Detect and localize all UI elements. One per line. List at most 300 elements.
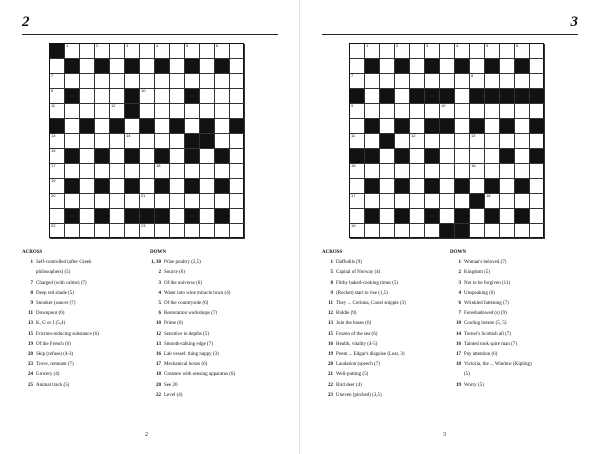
grid-cell[interactable] [410,164,425,179]
grid-cell[interactable] [455,134,470,149]
grid-cell[interactable] [515,74,530,89]
grid-cell[interactable] [215,74,230,89]
grid-cell[interactable] [170,59,185,74]
grid-cell[interactable] [215,134,230,149]
grid-cell[interactable] [80,104,95,119]
grid-cell[interactable] [230,89,245,104]
grid-cell[interactable] [50,104,65,119]
grid-cell[interactable] [440,209,455,224]
grid-clue-number: 14 [126,133,131,138]
grid-cell[interactable] [470,179,485,194]
grid-cell[interactable] [425,74,440,89]
grid-cell[interactable] [470,149,485,164]
grid-cell[interactable] [485,149,500,164]
grid-cell[interactable] [170,104,185,119]
grid-cell[interactable] [455,164,470,179]
grid-cell[interactable] [50,149,65,164]
grid-cell[interactable] [515,164,530,179]
clue-number: 21 [328,372,333,378]
clue-text: Join the buses (6) [336,321,372,327]
grid-cell[interactable] [110,209,125,224]
grid-cell[interactable] [215,119,230,134]
grid-cell[interactable] [470,164,485,179]
grid-cell[interactable] [80,224,95,239]
grid-cell[interactable] [125,134,140,149]
grid-cell[interactable] [200,164,215,179]
grid-cell[interactable] [365,89,380,104]
clue-number: 10 [156,321,161,327]
grid-cell[interactable] [215,164,230,179]
grid-block-cell [155,59,170,74]
grid-cell[interactable] [50,224,65,239]
grid-cell[interactable] [500,179,515,194]
clue-text: Kingdom (5) [464,270,490,276]
clue-text: Skip (refuse) (4-3) [36,352,74,358]
grid-cell[interactable] [500,74,515,89]
grid-cell[interactable] [350,59,365,74]
grid-cell[interactable] [365,224,380,239]
grid-cell[interactable] [530,224,545,239]
grid-cell[interactable] [110,179,125,194]
grid-cell[interactable] [470,209,485,224]
grid-cell[interactable] [530,134,545,149]
grid-cell[interactable] [350,74,365,89]
grid-cell[interactable] [500,209,515,224]
grid-cell[interactable] [410,104,425,119]
grid-cell[interactable] [170,164,185,179]
grid-cell[interactable] [110,134,125,149]
grid-cell[interactable] [440,164,455,179]
grid-cell[interactable] [185,119,200,134]
grid-cell[interactable] [65,119,80,134]
grid-cell[interactable] [395,224,410,239]
grid-cell[interactable] [530,179,545,194]
grid-cell[interactable] [230,224,245,239]
grid-cell[interactable] [185,194,200,209]
grid-cell[interactable] [410,179,425,194]
grid-cell[interactable] [230,194,245,209]
grid-cell[interactable] [140,74,155,89]
grid-cell[interactable] [380,119,395,134]
grid-cell[interactable] [215,224,230,239]
grid-clue-number: 11 [351,133,356,138]
grid-cell[interactable] [110,74,125,89]
grid-cell[interactable] [140,149,155,164]
grid-cell[interactable] [455,119,470,134]
grid-cell[interactable] [140,104,155,119]
grid-clue-number: 15 [51,148,56,153]
grid-cell[interactable] [140,59,155,74]
grid-cell[interactable] [485,164,500,179]
grid-cell[interactable] [80,194,95,209]
grid-cell[interactable] [80,44,95,59]
grid-cell[interactable] [410,74,425,89]
grid-cell[interactable] [155,194,170,209]
grid-cell[interactable] [230,44,245,59]
grid-cell[interactable] [50,134,65,149]
clue-number: 2 [458,270,461,276]
grid-cell[interactable] [425,44,440,59]
grid-cell[interactable] [65,194,80,209]
grid-cell[interactable] [410,224,425,239]
grid-cell[interactable] [155,164,170,179]
grid-cell[interactable] [350,209,365,224]
grid-cell[interactable] [230,179,245,194]
grid-cell[interactable] [230,74,245,89]
grid-cell[interactable] [185,164,200,179]
grid-cell[interactable] [350,134,365,149]
grid-cell[interactable] [350,224,365,239]
grid-cell[interactable] [410,134,425,149]
grid-cell[interactable] [500,164,515,179]
grid-cell[interactable] [230,59,245,74]
grid-cell[interactable] [410,119,425,134]
grid-cell[interactable] [410,59,425,74]
grid-block-cell [125,179,140,194]
grid-cell[interactable] [470,224,485,239]
grid-cell[interactable] [125,44,140,59]
grid-cell[interactable] [440,104,455,119]
down-column [450,248,532,391]
grid-cell[interactable] [500,224,515,239]
grid-cell[interactable] [395,134,410,149]
grid-cell[interactable] [455,89,470,104]
grid-cell[interactable] [80,179,95,194]
grid-cell[interactable] [530,164,545,179]
grid-block-cell [125,209,140,224]
grid-cell[interactable] [395,44,410,59]
grid-cell[interactable] [365,164,380,179]
grid-clue-number: 21 [141,193,146,198]
grid-cell[interactable] [95,164,110,179]
grid-cell[interactable] [95,89,110,104]
grid-cell[interactable] [200,224,215,239]
grid-cell[interactable] [50,194,65,209]
grid-cell[interactable] [500,134,515,149]
grid-cell[interactable] [365,74,380,89]
grid-cell[interactable] [215,194,230,209]
clue-number: 24 [28,372,33,378]
grid-cell[interactable] [515,194,530,209]
grid-cell[interactable] [170,89,185,104]
grid-cell[interactable] [65,104,80,119]
grid-cell[interactable] [185,224,200,239]
grid-cell[interactable] [515,134,530,149]
grid-cell[interactable] [410,149,425,164]
grid-cell[interactable] [125,194,140,209]
grid-cell[interactable] [155,224,170,239]
grid-cell[interactable] [350,194,365,209]
grid-cell[interactable] [380,74,395,89]
grid-block-cell [515,89,530,104]
grid-cell[interactable] [200,59,215,74]
grid-cell[interactable] [455,104,470,119]
down-clue [150,319,235,329]
grid-cell[interactable] [380,59,395,74]
grid-block-cell [95,209,110,224]
grid-cell[interactable] [500,44,515,59]
grid-cell[interactable] [515,119,530,134]
grid-cell[interactable] [170,149,185,164]
grid-cell[interactable] [200,74,215,89]
grid-cell[interactable] [185,104,200,119]
grid-cell[interactable] [440,44,455,59]
grid-cell[interactable] [530,104,545,119]
grid-cell[interactable] [485,134,500,149]
grid-cell[interactable] [470,44,485,59]
grid-cell[interactable] [200,104,215,119]
grid-cell[interactable] [95,224,110,239]
grid-cell[interactable] [515,104,530,119]
grid-cell[interactable] [50,89,65,104]
grid-cell[interactable] [455,44,470,59]
grid-block-cell [200,134,215,149]
grid-cell[interactable] [65,134,80,149]
grid-cell[interactable] [455,149,470,164]
grid-cell[interactable] [365,134,380,149]
grid-cell[interactable] [350,104,365,119]
down-clue [450,268,532,278]
grid-cell[interactable] [140,134,155,149]
grid-cell[interactable] [380,224,395,239]
grid-cell[interactable] [485,104,500,119]
grid-cell[interactable] [155,119,170,134]
grid-cell[interactable] [140,164,155,179]
grid-cell[interactable] [365,194,380,209]
clue-number: 1 [330,260,333,266]
down-clue [150,350,235,360]
grid-cell[interactable] [500,104,515,119]
grid-cell[interactable] [65,164,80,179]
grid-cell[interactable] [170,179,185,194]
grid-cell[interactable] [80,134,95,149]
grid-cell[interactable] [395,89,410,104]
grid-cell[interactable] [485,119,500,134]
clue-number: 3 [458,280,461,286]
grid-cell[interactable] [95,44,110,59]
grid-block-cell [110,119,125,134]
grid-cell[interactable] [140,44,155,59]
grid-cell[interactable] [380,104,395,119]
grid-block-cell [500,89,515,104]
grid-cell[interactable] [95,194,110,209]
grid-cell[interactable] [380,179,395,194]
clue-text: (5) [464,372,470,378]
grid-cell[interactable] [140,224,155,239]
grid-cell[interactable] [110,59,125,74]
grid-cell[interactable] [80,209,95,224]
grid-cell[interactable] [230,134,245,149]
grid-cell[interactable] [425,224,440,239]
grid-cell[interactable] [515,224,530,239]
grid-cell[interactable] [50,59,65,74]
grid-cell[interactable] [440,179,455,194]
grid-cell[interactable] [80,149,95,164]
grid-cell[interactable] [230,209,245,224]
grid-cell[interactable] [410,44,425,59]
grid-cell[interactable] [170,44,185,59]
grid-cell[interactable] [200,44,215,59]
grid-cell[interactable] [530,44,545,59]
grid-clue-number: 18 [486,193,491,198]
grid-cell[interactable] [380,164,395,179]
grid-cell[interactable] [170,209,185,224]
grid-cell[interactable] [500,59,515,74]
grid-cell[interactable] [125,74,140,89]
grid-cell[interactable] [215,89,230,104]
grid-cell[interactable] [395,164,410,179]
clue-text: Well-putting (5) [336,372,369,378]
grid-cell[interactable] [440,74,455,89]
grid-cell[interactable] [380,194,395,209]
grid-cell[interactable] [110,44,125,59]
grid-cell[interactable] [350,119,365,134]
grid-cell[interactable] [95,119,110,134]
grid-cell[interactable] [80,89,95,104]
grid-cell[interactable] [470,134,485,149]
grid-cell[interactable] [470,104,485,119]
grid-cell[interactable] [380,209,395,224]
grid-block-cell [215,179,230,194]
crossword-grid[interactable] [349,43,544,238]
grid-cell[interactable] [515,149,530,164]
grid-cell[interactable] [50,179,65,194]
grid-cell[interactable] [80,74,95,89]
grid-cell[interactable] [50,164,65,179]
grid-cell[interactable] [200,149,215,164]
grid-cell[interactable] [470,74,485,89]
grid-cell[interactable] [110,104,125,119]
grid-cell[interactable] [230,149,245,164]
grid-cell[interactable] [155,134,170,149]
grid-cell[interactable] [455,194,470,209]
grid-cell[interactable] [455,74,470,89]
grid-cell[interactable] [155,104,170,119]
grid-cell[interactable] [125,224,140,239]
grid-cell[interactable] [425,134,440,149]
grid-cell[interactable] [65,74,80,89]
grid-cell[interactable] [50,74,65,89]
grid-clue-number: 3 [126,43,129,48]
grid-cell[interactable] [350,179,365,194]
crossword-grid[interactable] [49,43,244,238]
grid-cell[interactable] [110,149,125,164]
grid-cell[interactable] [80,164,95,179]
grid-cell[interactable] [515,44,530,59]
across-clue [322,319,406,329]
grid-cell[interactable] [200,179,215,194]
clue-text: Daffodils (9) [336,260,362,266]
clue-text: Wrinkled fattening (7) [464,301,509,307]
grid-cell[interactable] [215,44,230,59]
grid-cell[interactable] [170,194,185,209]
grid-cell[interactable] [65,224,80,239]
grid-cell[interactable] [425,194,440,209]
grid-cell[interactable] [170,224,185,239]
grid-cell[interactable] [440,149,455,164]
grid-cell[interactable] [365,104,380,119]
grid-cell[interactable] [155,44,170,59]
grid-cell[interactable] [215,104,230,119]
grid-cell[interactable] [485,44,500,59]
grid-cell[interactable] [425,164,440,179]
grid-cell[interactable] [125,164,140,179]
clue-text: Water into wine miracle town (4) [164,290,231,296]
clue-number: 23 [28,362,33,368]
across-clue [322,350,406,360]
grid-cell[interactable] [500,194,515,209]
across-clue [322,289,406,299]
grid-cell[interactable] [530,209,545,224]
grid-cell[interactable] [110,164,125,179]
grid-cell[interactable] [140,194,155,209]
grid-cell[interactable] [485,194,500,209]
grid-cell[interactable] [440,134,455,149]
grid-cell[interactable] [110,89,125,104]
grid-cell[interactable] [95,74,110,89]
grid-cell[interactable] [380,44,395,59]
grid-cell[interactable] [485,224,500,239]
grid-cell[interactable] [440,59,455,74]
grid-cell[interactable] [140,179,155,194]
grid-cell[interactable] [200,194,215,209]
grid-cell[interactable] [425,104,440,119]
grid-cell[interactable] [530,74,545,89]
grid-cell[interactable] [155,89,170,104]
grid-cell[interactable] [350,44,365,59]
grid-cell[interactable] [80,59,95,74]
grid-cell[interactable] [95,134,110,149]
grid-cell[interactable] [140,89,155,104]
grid-cell[interactable] [410,209,425,224]
grid-block-cell [515,179,530,194]
grid-cell[interactable] [125,119,140,134]
grid-cell[interactable] [485,74,500,89]
grid-cell[interactable] [170,134,185,149]
clue-number: 11 [328,301,333,307]
grid-block-cell [455,224,470,239]
grid-cell[interactable] [440,194,455,209]
grid-cell[interactable] [395,74,410,89]
grid-cell[interactable] [200,89,215,104]
grid-cell[interactable] [470,59,485,74]
grid-cell[interactable] [170,74,185,89]
across-clue [22,350,99,360]
grid-cell[interactable] [350,164,365,179]
grid-cell[interactable] [65,44,80,59]
grid-cell[interactable] [200,209,215,224]
grid-cell[interactable] [530,59,545,74]
grid-cell[interactable] [365,44,380,59]
grid-cell[interactable] [185,44,200,59]
grid-cell[interactable] [50,209,65,224]
grid-cell[interactable] [410,194,425,209]
grid-cell[interactable] [155,74,170,89]
grid-cell[interactable] [395,194,410,209]
across-column [22,248,99,391]
grid-cell[interactable] [230,104,245,119]
grid-cell[interactable] [185,74,200,89]
grid-cell[interactable] [530,194,545,209]
grid-cell[interactable] [380,149,395,164]
grid-cell[interactable] [95,104,110,119]
grid-cell[interactable] [110,194,125,209]
header-rule [22,34,278,35]
grid-cell[interactable] [395,104,410,119]
grid-cell[interactable] [110,224,125,239]
down-clue [150,330,235,340]
grid-cell[interactable] [230,164,245,179]
